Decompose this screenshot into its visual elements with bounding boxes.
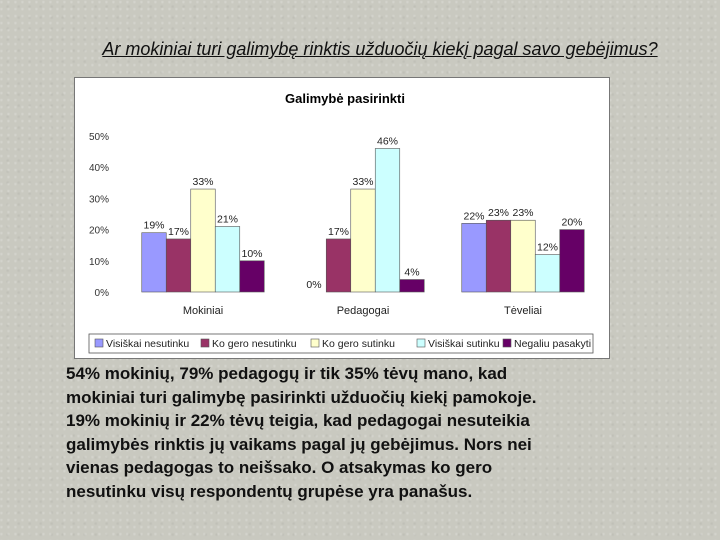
- y-tick-label: 0%: [94, 288, 109, 299]
- category-label: Tėveliai: [504, 305, 542, 317]
- category-label: Pedagogai: [336, 305, 390, 317]
- legend-label: Ko gero sutinku: [322, 338, 395, 350]
- bar: [142, 233, 167, 292]
- y-tick-label: 30%: [88, 194, 109, 206]
- legend-label: Negaliu pasakyti: [514, 338, 592, 350]
- legend-swatch: [201, 339, 209, 347]
- legend: [95, 338, 591, 350]
- legend-label: Visiškai sutinku: [428, 338, 500, 350]
- chart-canvas: [75, 78, 609, 358]
- bar: [326, 239, 351, 292]
- data-label: 4%: [404, 266, 420, 279]
- body-line: 54% mokinių, 79% pedagogų ir tik 35% tėvų mano, kad: [66, 364, 508, 383]
- bar: [462, 223, 487, 292]
- data-label: 10%: [241, 247, 263, 260]
- data-label: 33%: [192, 176, 214, 189]
- y-axis: [89, 132, 109, 299]
- bar: [191, 189, 216, 292]
- legend-swatch: [95, 339, 103, 347]
- body-line: nesutinku visų respondentų grupėse yra panašus.: [66, 481, 473, 501]
- data-label: 22%: [463, 210, 485, 223]
- bars-layer: [142, 135, 585, 292]
- category-labels: [183, 305, 542, 317]
- bar: [166, 239, 191, 292]
- y-tick-label: 50%: [88, 132, 109, 143]
- data-label: 20%: [561, 216, 583, 229]
- bar: [240, 261, 265, 292]
- data-label: 23%: [512, 207, 534, 220]
- bar: [375, 148, 400, 292]
- body-line: mokiniai turi galimybę pasirinkti užduočių kiekį pamokoje.: [66, 387, 537, 407]
- chart-title: Galimybė pasirinkti: [285, 91, 405, 106]
- bar: [215, 226, 240, 292]
- y-tick-label: 10%: [88, 256, 109, 268]
- y-tick-label: 20%: [88, 225, 109, 237]
- data-label: 0%: [306, 279, 322, 291]
- legend-swatch: [503, 339, 511, 347]
- bar: [351, 189, 376, 292]
- legend-label: Ko gero nesutinku: [212, 338, 297, 350]
- legend-label: Visiškai nesutinku: [106, 338, 190, 350]
- bar: [560, 230, 585, 292]
- slide-title: Ar mokiniai turi galimybę rinktis užduočių kiekį pagal savo gebėjimus?: [102, 39, 658, 59]
- legend-swatch: [417, 339, 425, 347]
- bar: [486, 220, 511, 292]
- bar: [535, 255, 560, 292]
- data-label: 33%: [352, 176, 374, 189]
- body-line: 19% mokinių ir 22% tėvų teigia, kad pedagogai nesuteikia: [66, 411, 530, 430]
- y-tick-label: 40%: [88, 163, 109, 175]
- data-label: 23%: [487, 207, 510, 220]
- body-line: galimybės rinktis jų vaikams pagal jų gebėjimus. Nors nei: [66, 434, 532, 454]
- legend-swatch: [311, 339, 319, 347]
- data-label: 21%: [216, 213, 239, 226]
- data-label: 17%: [327, 225, 350, 238]
- data-label: 12%: [536, 241, 559, 254]
- data-label: 19%: [143, 219, 165, 232]
- body-text: [66, 362, 666, 503]
- bar: [400, 280, 425, 292]
- category-label: Mokiniai: [182, 305, 224, 317]
- body-line: vienas pedagogas to neišsako. O atsakymas ko gero: [66, 458, 493, 477]
- data-label: 17%: [167, 225, 190, 238]
- bar: [511, 220, 536, 292]
- bar-chart: [74, 77, 610, 359]
- data-label: 46%: [376, 135, 399, 148]
